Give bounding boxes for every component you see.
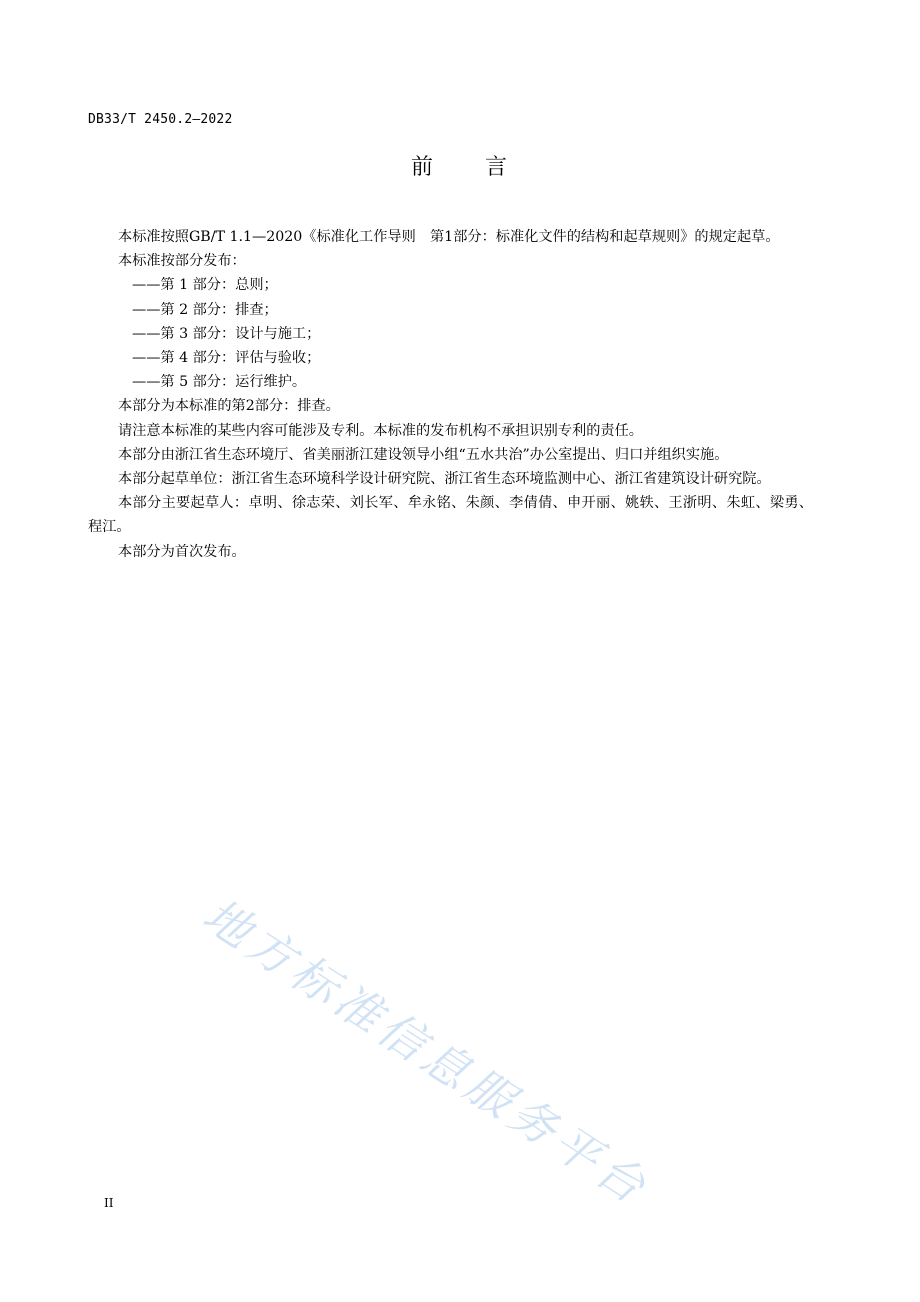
list-item-part-4: ——第 4 部分：评估与验收； [132, 350, 321, 367]
paragraph-first-release: 本部分为首次发布。 [118, 543, 246, 560]
foreword-body [88, 225, 813, 564]
list-item-part-2: ——第 2 部分：排查； [132, 301, 278, 318]
paragraph-patent-notice: 请注意本标准的某些内容可能涉及专利。本标准的发布机构不承担识别专利的责任。 [118, 422, 643, 439]
paragraph-drafters: 本部分主要起草人：卓明、徐志荣、刘长军、牟永铭、朱颜、李倩倩、申开丽、姚轶、王浙明、朱虹、梁勇、程江。 [88, 495, 813, 536]
paragraph-parts-intro: 本标准按部分发布： [118, 253, 246, 270]
document-code: DB33/T 2450.2—2022 [88, 112, 233, 127]
paragraph-this-part: 本部分为本标准的第2部分：排查。 [118, 398, 340, 415]
list-item-part-1: ——第 1 部分：总则； [132, 277, 278, 294]
watermark-text: 地方标准信息服务平台 [193, 887, 660, 1217]
list-item-part-3: ——第 3 部分：设计与施工； [132, 325, 321, 342]
paragraph-proposer: 本部分由浙江省生态环境厅、省美丽浙江建设领导小组“五水共治”办公室提出、归口并组织实施。 [118, 446, 729, 463]
title-char-2: 言 [485, 155, 510, 180]
title-char-1: 前 [410, 155, 435, 180]
list-item-part-5: ——第 5 部分：运行维护。 [132, 374, 307, 391]
paragraph-drafting-units: 本部分起草单位：浙江省生态环境科学设计研究院、浙江省生态环境监测中心、浙江省建筑设计研究院。 [118, 471, 771, 488]
paragraph-drafting-rule: 本标准按照GB/T 1.1—2020《标准化工作导则 第1部分：标准化文件的结构和起草规则》的规定起草。 [118, 229, 780, 245]
page-title [0, 150, 920, 181]
page-number: II [104, 1196, 114, 1210]
